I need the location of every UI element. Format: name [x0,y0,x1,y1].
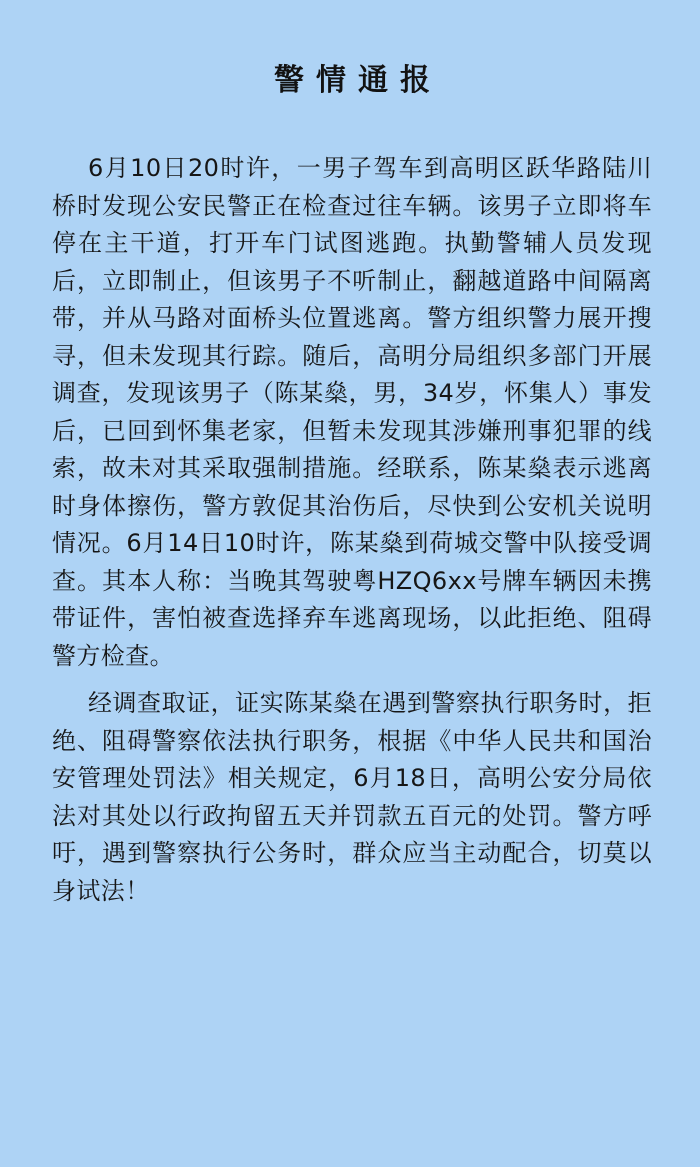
notice-body [52,150,652,910]
notice-paragraph-incident: 6月10日20时许，一男子驾车到高明区跃华路陆川桥时发现公安民警正在检查过往车辆。该男子立即将车停在主干道，打开车门试图逃跑。执勤警辅人员发现后，立即制止，但该男子不听制止，翻越道路中间隔离带，并从马路对面桥头位置逃离。警方组织警力展开搜寻，但未发现其行踪。随后，高明分局组织多部门开展调查，发现该男子（陈某燊，男，34岁，怀集人）事发后，已回到怀集老家，但暂未发现其涉嫌刑事犯罪的线索，故未对其采取强制措施。经联系，陈某燊表示逃离时身体擦伤，警方敦促其治伤后，尽快到公安机关说明情况。6月14日10时许，陈某燊到荷城交警中队接受调查。其本人称：当晚其驾驶粤HZQ6xx号牌车辆因未携带证件，害怕被查选择弃车逃离现场，以此拒绝、阻碍警方检查。 [52,154,652,670]
notice-paragraph-penalty: 经调查取证，证实陈某燊在遇到警察执行职务时，拒绝、阻碍警察依法执行职务，根据《中华人民共和国治安管理处罚法》相关规定，6月18日，高明公安分局依法对其处以行政拘留五天并罚款五百元的处罚。警方呼吁，遇到警察执行公务时，群众应当主动配合，切莫以身试法！ [52,689,652,905]
notice-title: 警情通报 [274,63,442,98]
